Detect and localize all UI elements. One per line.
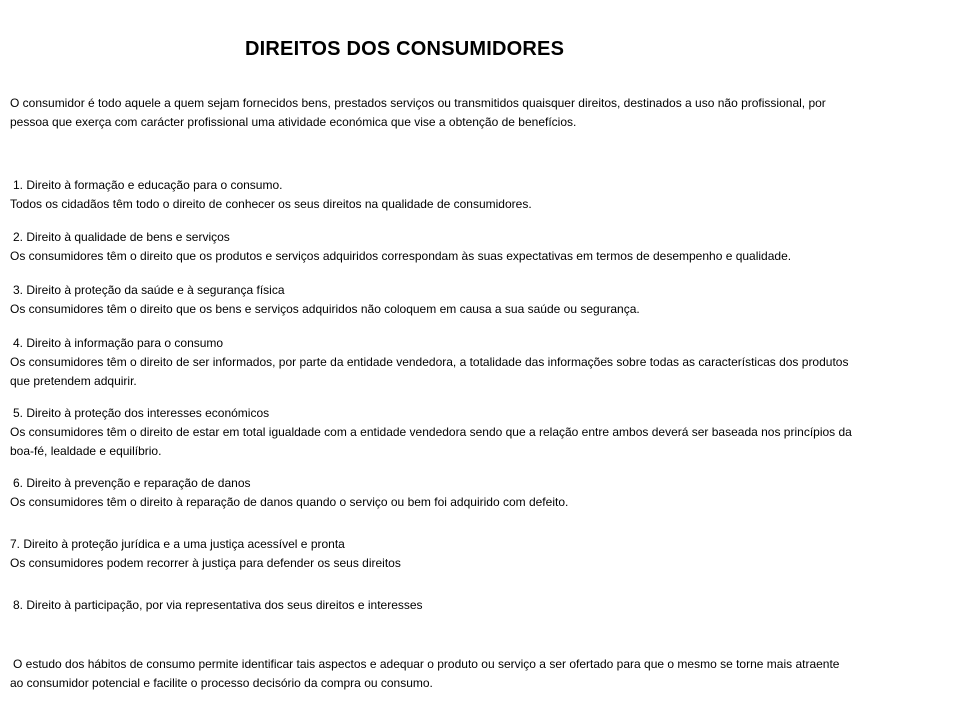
right-heading: 8. Direito à participação, por via representativa dos seus direitos e interesses [13,598,423,612]
right-heading: 5. Direito à proteção dos interesses económicos [13,406,270,420]
right-7 [10,535,955,573]
right-description: Os consumidores têm o direito de ser informados, por parte da entidade vendedora, a totalidade das informações sobre todas as características dos produtos [10,355,849,369]
right-5 [10,404,955,461]
intro-line: O consumidor é todo aquele a quem sejam fornecidos bens, prestados serviços ou transmitidos quaisquer direitos, destinados a uso não profissional, por [10,96,826,110]
conclusion-paragraph [10,655,955,693]
intro-paragraph [10,94,955,132]
right-description: boa-fé, lealdade e equilíbrio. [10,444,162,458]
right-heading: 4. Direito à informação para o consumo [13,336,224,350]
page-title: DIREITOS DOS CONSUMIDORES [245,38,565,60]
right-description: Os consumidores têm o direito que os produtos e serviços adquiridos correspondam às suas expectativas em termos de desempenho e qualidade. [10,249,792,263]
right-heading: 2. Direito à qualidade de bens e serviços [13,230,230,244]
right-4 [10,334,955,391]
right-description: que pretendem adquirir. [10,374,137,388]
right-6 [10,474,955,512]
conclusion-line: ao consumidor potencial e facilite o processo decisório da compra ou consumo. [10,676,433,690]
right-3 [10,281,955,319]
right-description: Todos os cidadãos têm todo o direito de conhecer os seus direitos na qualidade de consumidores. [10,197,532,211]
right-heading: 1. Direito à formação e educação para o consumo. [13,178,283,192]
right-description: Os consumidores têm o direito de estar em total igualdade com a entidade vendedora sendo que a relação entre ambos deverá ser baseada nos princípios da [10,425,852,439]
right-description: Os consumidores têm o direito que os bens e serviços adquiridos não coloquem em causa a sua saúde ou segurança. [10,302,640,316]
right-description: Os consumidores têm o direito à reparação de danos quando o serviço ou bem foi adquirido com defeito. [10,495,569,509]
right-description: Os consumidores podem recorrer à justiça para defender os seus direitos [10,556,401,570]
intro-line: pessoa que exerça com carácter profissional uma atividade económica que vise a obtenção de benefícios. [10,115,577,129]
right-1 [10,176,955,214]
right-8 [10,596,955,615]
right-2 [10,228,955,266]
conclusion-line: O estudo dos hábitos de consumo permite identificar tais aspectos e adequar o produto ou serviço a ser ofertado para que o mesmo se torne mais atraente [13,657,840,671]
right-heading: 3. Direito à proteção da saúde e à segurança física [13,283,285,297]
right-heading: 6. Direito à prevenção e reparação de danos [13,476,251,490]
right-heading: 7. Direito à proteção jurídica e a uma justiça acessível e pronta [10,537,345,551]
